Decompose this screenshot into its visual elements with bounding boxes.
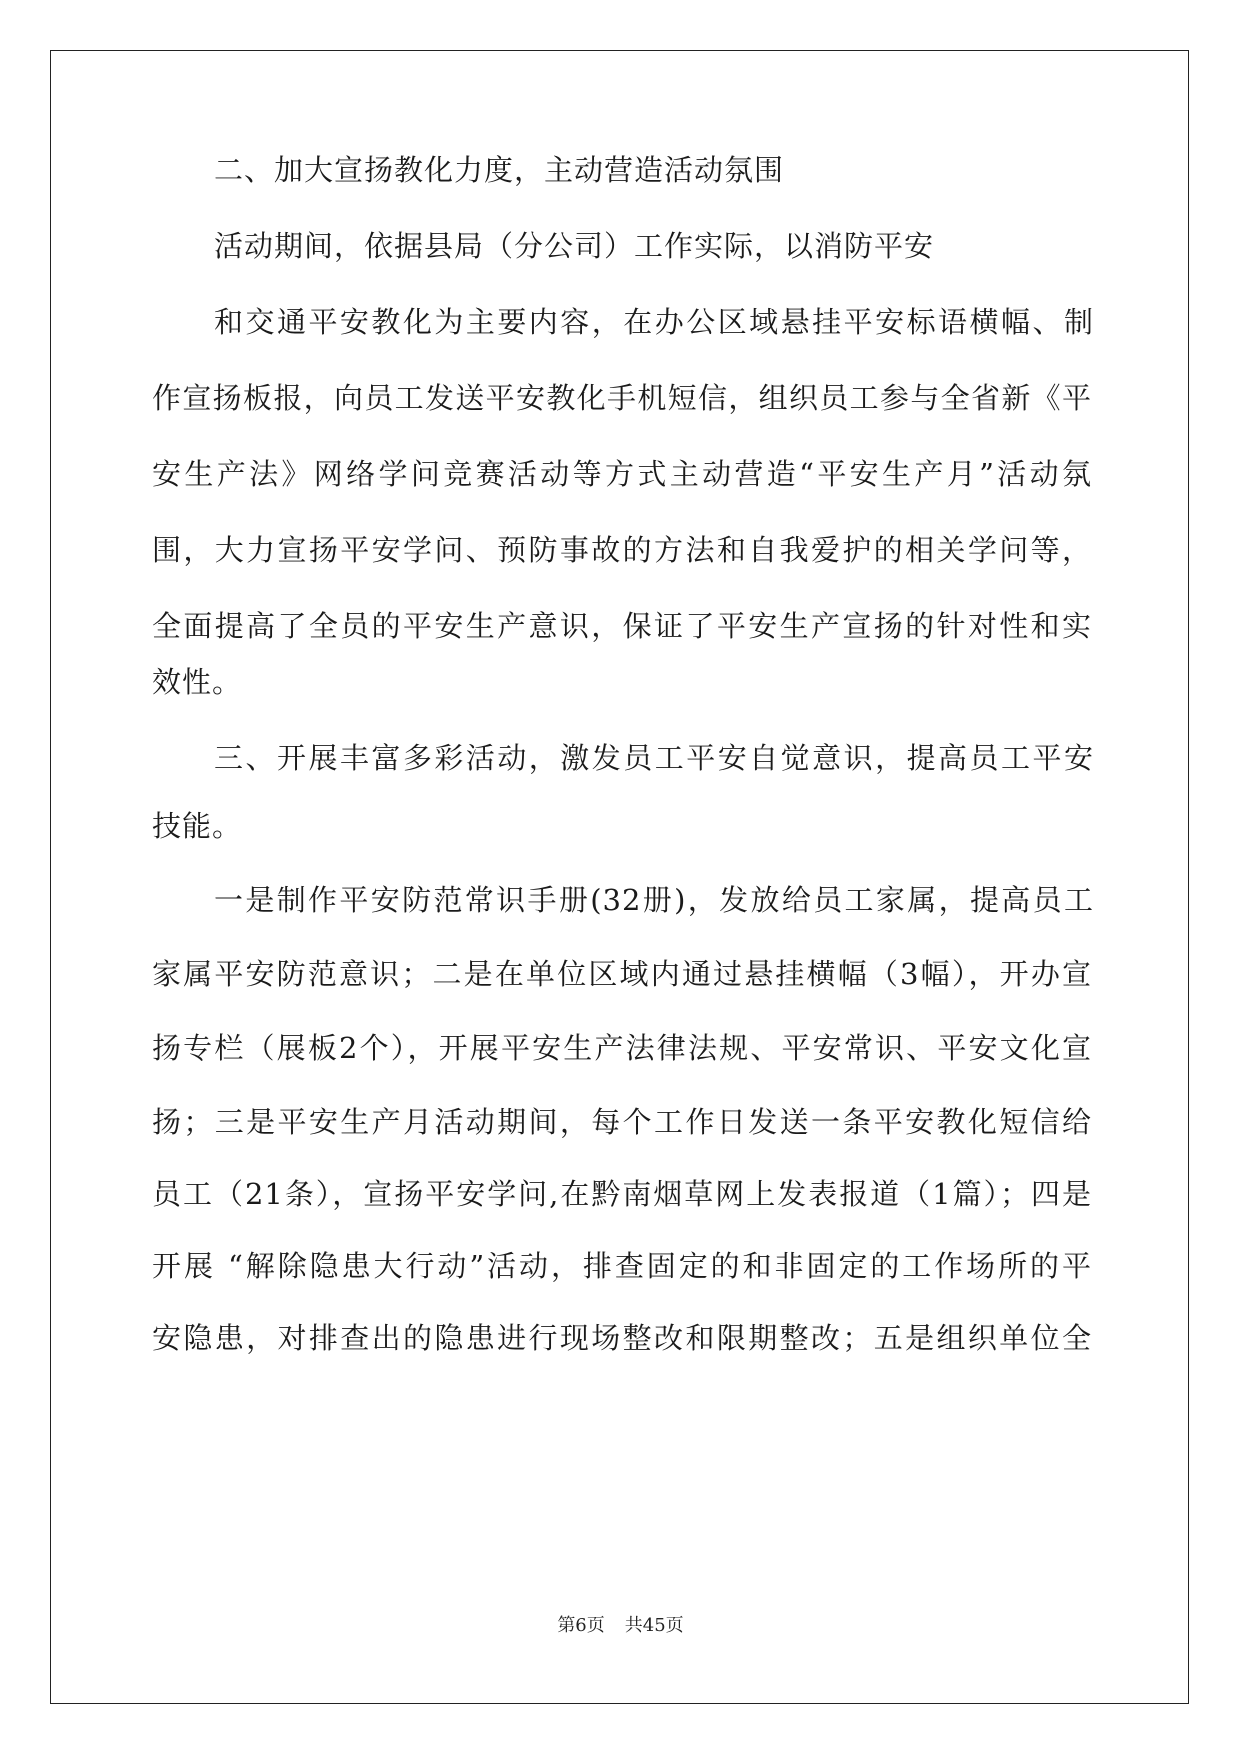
page-footer	[0, 1614, 1241, 1638]
section-heading-2: 二、加大宣扬教化力度，主动营造活动氛围	[214, 153, 785, 187]
paragraph-line: 员工（21条），宣扬平安学问,在黔南烟草网上发表报道（1篇）；四是	[152, 1177, 1092, 1211]
paragraph-line: 围，大力宣扬平安学问、预防事故的方法和自我爱护的相关学问等，	[152, 533, 1092, 567]
paragraph-line: 作宣扬板报，向员工发送平安教化手机短信，组织员工参与全省新《平	[152, 381, 1092, 415]
section-heading-3: 三、开展丰富多彩活动，激发员工平安自觉意识，提高员工平安	[214, 741, 1094, 775]
paragraph-line: 活动期间，依据县局（分公司）工作实际，以消防平安	[214, 229, 935, 263]
paragraph-line: 扬；三是平安生产月活动期间，每个工作日发送一条平安教化短信给	[152, 1105, 1092, 1139]
page-total: 共45页	[624, 1615, 684, 1636]
paragraph-line: 一是制作平安防范常识手册(32册)，发放给员工家属，提高员工	[214, 883, 1094, 917]
section-heading-3-cont: 技能。	[152, 809, 243, 843]
page-border	[50, 50, 1189, 1704]
paragraph-line: 效性。	[152, 665, 243, 699]
paragraph-line: 扬专栏（展板2个），开展平安生产法律法规、平安常识、平安文化宣	[152, 1031, 1092, 1065]
paragraph-line: 安隐患，对排查出的隐患进行现场整改和限期整改；五是组织单位全	[152, 1321, 1092, 1355]
page-number: 第6页	[557, 1615, 605, 1636]
paragraph-line: 全面提高了全员的平安生产意识，保证了平安生产宣扬的针对性和实	[152, 609, 1092, 643]
paragraph-line: 和交通平安教化为主要内容，在办公区域悬挂平安标语横幅、制	[214, 305, 1094, 339]
paragraph-line: 安生产法》网络学问竞赛活动等方式主动营造“平安生产月”活动氛	[152, 457, 1092, 491]
paragraph-line: 开展 “解除隐患大行动”活动，排查固定的和非固定的工作场所的平	[152, 1249, 1092, 1283]
paragraph-line: 家属平安防范意识；二是在单位区域内通过悬挂横幅（3幅），开办宣	[152, 957, 1092, 991]
